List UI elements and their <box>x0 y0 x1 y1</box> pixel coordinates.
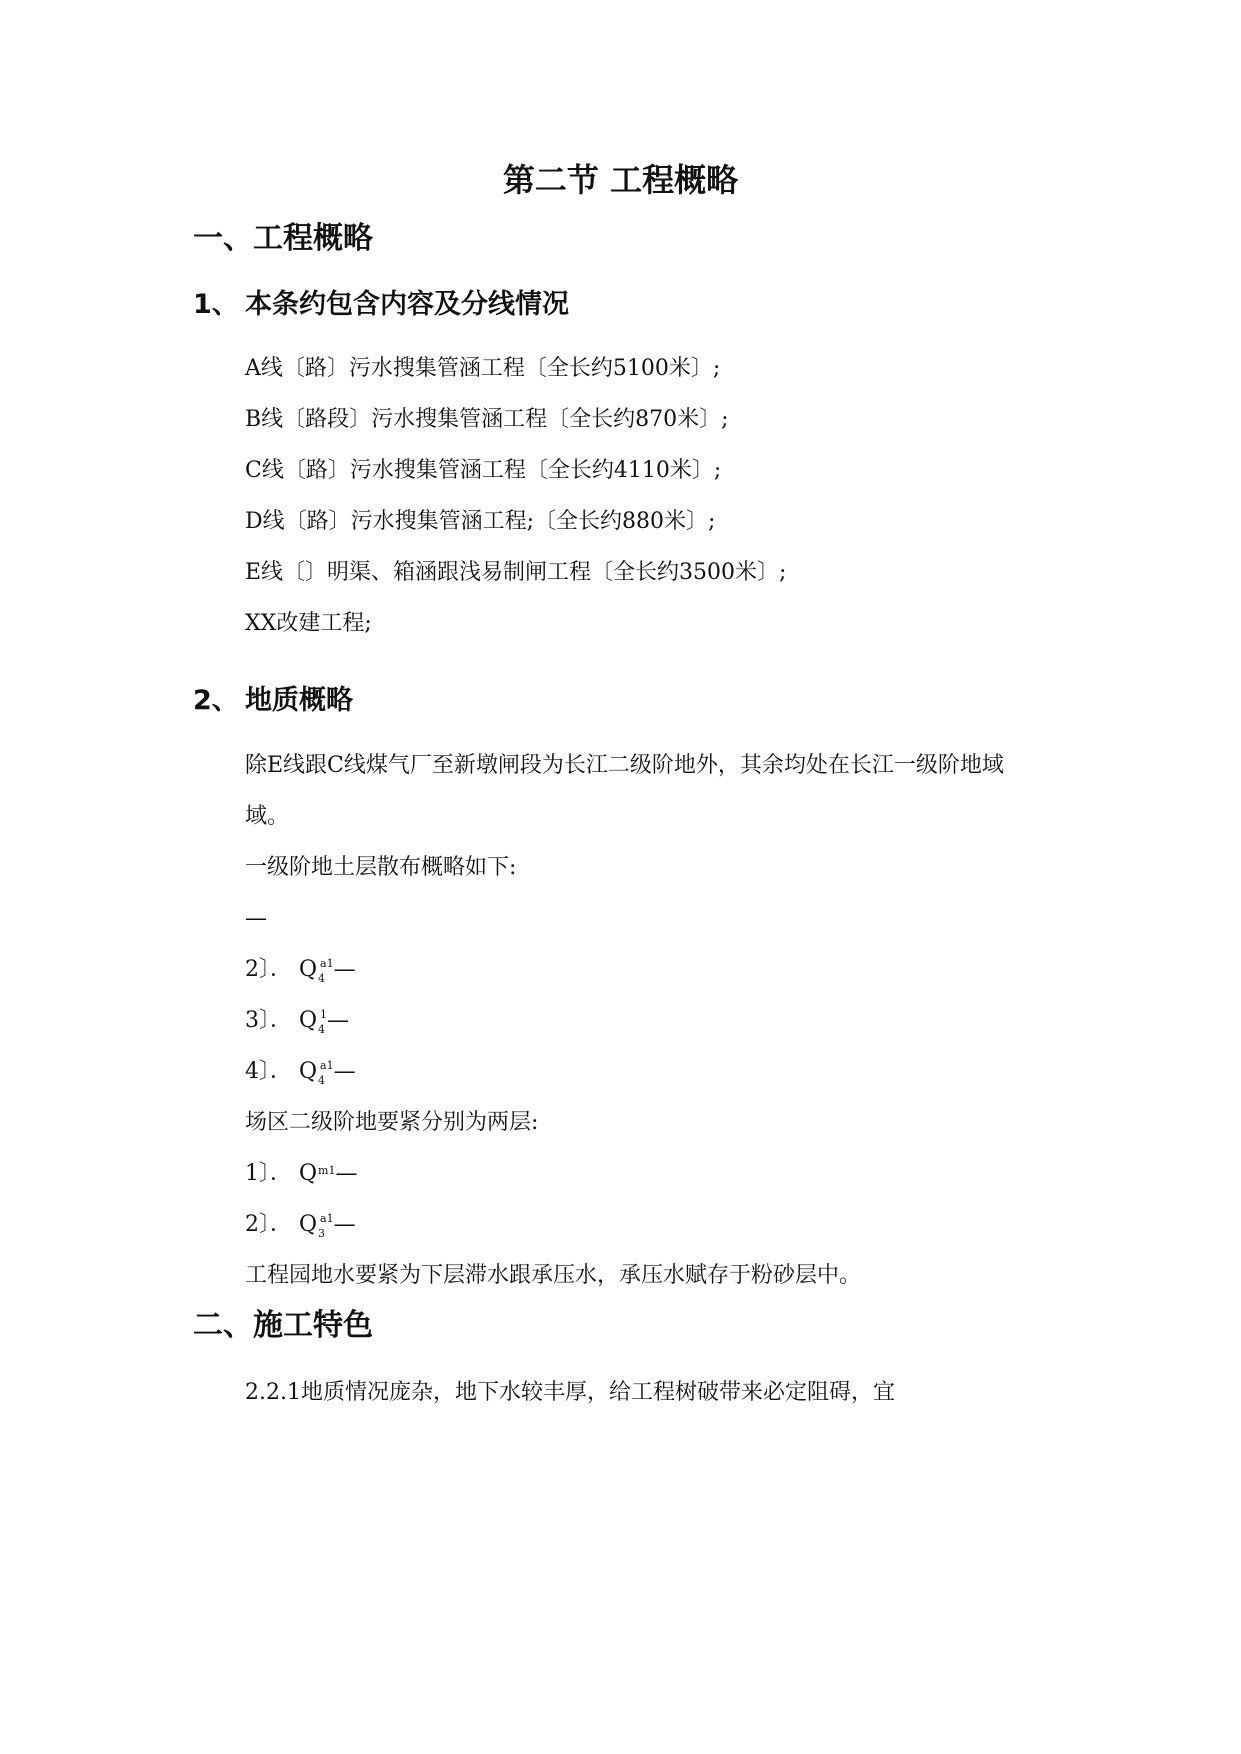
formation-symbol: $Q^{m1}$ <box>299 1161 336 1186</box>
subsection-title: 本条约包含内容及分线情况 <box>245 289 569 320</box>
list-item: D线〔路〕污水搜集管涵工程;〔全长约880米〕; <box>245 509 716 534</box>
list-item: A线〔路〕污水搜集管涵工程〔全长约5100米〕; <box>245 356 721 381</box>
list-item: XX改建工程; <box>245 611 372 636</box>
section-heading-overview: 一、工程概略 <box>193 221 373 256</box>
groundwater-text: 工程园地水要紧为下层滞水跟承压水，承压水赋存于粉砂层中。 <box>245 1263 862 1288</box>
level2-intro: 场区二级阶地要紧分别为两层: <box>245 1110 539 1135</box>
subsection-number: 1、 <box>193 289 239 320</box>
subsection-title: 地质概略 <box>245 685 353 716</box>
level1-intro: 一级阶地土层散布概略如下: <box>245 855 517 880</box>
formation-symbol: $Q_3^{a1}$ <box>299 1212 334 1240</box>
page-title: 第二节 工程概略 <box>502 161 739 199</box>
list-item: B线〔路段〕污水搜集管涵工程〔全长约870米〕; <box>245 407 729 432</box>
features-content <box>245 1367 1025 1418</box>
list-item: C线〔路〕污水搜集管涵工程〔全长约4110米〕; <box>245 458 722 483</box>
list-item: 1〕． $Q^{m1}—$ <box>245 1148 1025 1199</box>
geology-intro: 除E线跟C线煤气厂至新墩闸段为长江二级阶地外，其余均处在长江一级阶地域域。 <box>245 753 1004 829</box>
dash-line: — <box>245 906 267 931</box>
list-item: 4〕． $Q_4^{a1}—$ <box>245 1046 1025 1097</box>
geology-content <box>245 740 1025 1301</box>
subsection-number: 2、 <box>193 685 239 716</box>
list-item: 3〕． $Q_4^1—$ <box>245 995 1025 1046</box>
features-text: 2.2.1地质情况庞杂，地下水较丰厚，给工程树破带来必定阻碍，宜 <box>245 1380 895 1405</box>
formation-symbol: $Q_4^{a1}$ <box>299 1059 334 1087</box>
list-item: E线〔〕明渠、箱涵跟浅易制闸工程〔全长约3500米〕; <box>245 560 787 585</box>
section-heading-features: 二、施工特色 <box>193 1308 373 1343</box>
formation-symbol: $Q_4^{a1}$ <box>299 957 334 985</box>
subsection-heading-scope <box>193 287 569 323</box>
formation-symbol: $Q_4^1$ <box>299 1008 328 1036</box>
subsection-heading-geology <box>193 683 353 719</box>
list-item: 2〕． $Q_4^{a1}—$ <box>245 944 1025 995</box>
list-item: 2〕． $Q_3^{a1}—$ <box>245 1199 1025 1250</box>
line-list <box>245 343 1025 649</box>
